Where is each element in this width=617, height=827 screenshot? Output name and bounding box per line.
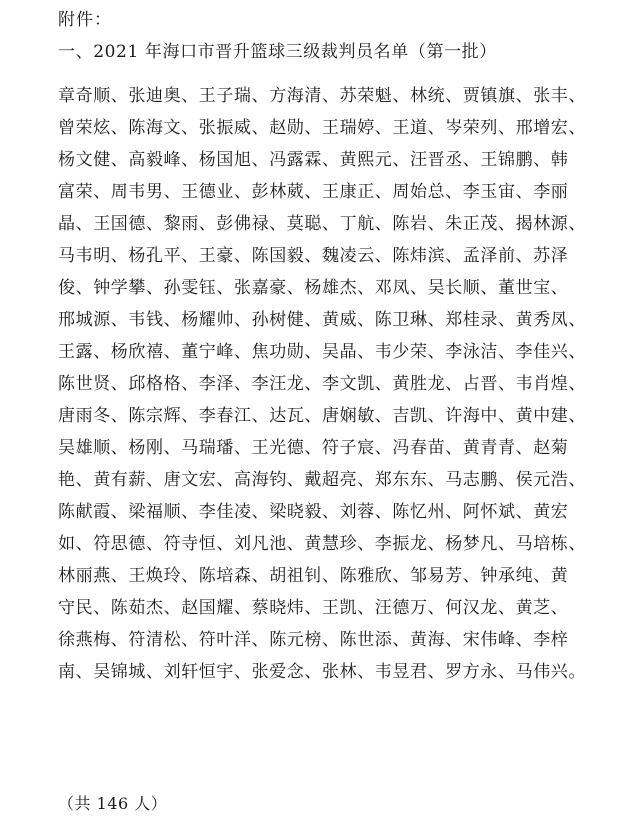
name-list-line: 杨文健、高毅峰、杨国旭、冯露霖、黄熙元、汪晋丞、王锦鹏、韩 bbox=[58, 150, 569, 170]
name-list-line: 守民、陈茹杰、赵国耀、蔡晓炜、王凯、汪德万、何汉龙、黄芝、 bbox=[58, 598, 569, 618]
name-list-line: 王露、杨欣禧、董宁峰、焦功勋、吴晶、韦少荣、李泳洁、李佳兴、 bbox=[58, 342, 586, 362]
name-list-line: 如、符思德、符寺恒、刘凡池、黄慧珍、李振龙、杨梦凡、马培栋、 bbox=[58, 534, 586, 554]
name-list-line: 吴雄顺、杨刚、马瑞璠、王光德、符子宸、冯春苗、黄青青、赵菊 bbox=[58, 438, 569, 458]
name-list-line: 马韦明、杨孔平、王豪、陈国毅、魏凌云、陈炜滨、孟泽前、苏泽 bbox=[58, 246, 569, 266]
name-list-line: 林丽燕、王焕玲、陈培森、胡祖钊、陈雅欣、邹易芳、钟承纯、黄 bbox=[58, 566, 569, 586]
attachment-label: 附件： bbox=[58, 10, 112, 30]
total-count: （共 146 人） bbox=[58, 794, 168, 813]
name-list-line: 唐雨冬、陈宗辉、李春江、达瓦、唐娴敏、吉凯、许海中、黄中建、 bbox=[58, 406, 586, 426]
name-list-line: 邢城源、韦钱、杨耀帅、孙树健、黄威、陈卫琳、郑桂录、黄秀凤、 bbox=[58, 310, 586, 330]
name-list-line: 富荣、周韦男、王德业、彭林葳、王康正、周始总、李玉宙、李丽 bbox=[58, 182, 569, 202]
name-list-line: 晶、王国德、黎雨、彭佛禄、莫聪、丁航、陈岩、朱正茂、揭林源、 bbox=[58, 214, 586, 234]
name-list-line: 曾荣炫、陈海文、张振威、赵勋、王瑞婷、王道、岑荣列、邢增宏、 bbox=[58, 118, 586, 138]
name-list-line: 俊、钟学攀、孙雯钰、张嘉豪、杨雄杰、邓凤、吴长顺、董世宝、 bbox=[58, 278, 569, 298]
name-list-line: 徐燕梅、符清松、符叶洋、陈元榜、陈世添、黄海、宋伟峰、李梓 bbox=[58, 630, 569, 650]
name-list-line: 艳、黄有薪、唐文宏、高海钧、戴超亮、郑东东、马志鹏、侯元浩、 bbox=[58, 470, 586, 490]
section-title: 一、2021 年海口市晋升篮球三级裁判员名单（第一批） bbox=[58, 42, 497, 62]
name-list-line: 南、吴锦城、刘轩恒宇、张爱念、张林、韦昱君、罗方永、马伟兴。 bbox=[58, 662, 586, 682]
name-list-line: 陈世贤、邱格格、李泽、李汪龙、李文凯、黄胜龙、占晋、韦肖煌、 bbox=[58, 374, 586, 394]
referee-name-list bbox=[58, 84, 603, 692]
name-list-line: 陈献霞、梁福顺、李佳凌、梁晓毅、刘蓉、陈忆州、阿怀斌、黄宏 bbox=[58, 502, 569, 522]
name-list-line: 章奇顺、张迪奥、王子瑞、方海清、苏荣魁、林统、贾镇旗、张丰、 bbox=[58, 86, 586, 106]
